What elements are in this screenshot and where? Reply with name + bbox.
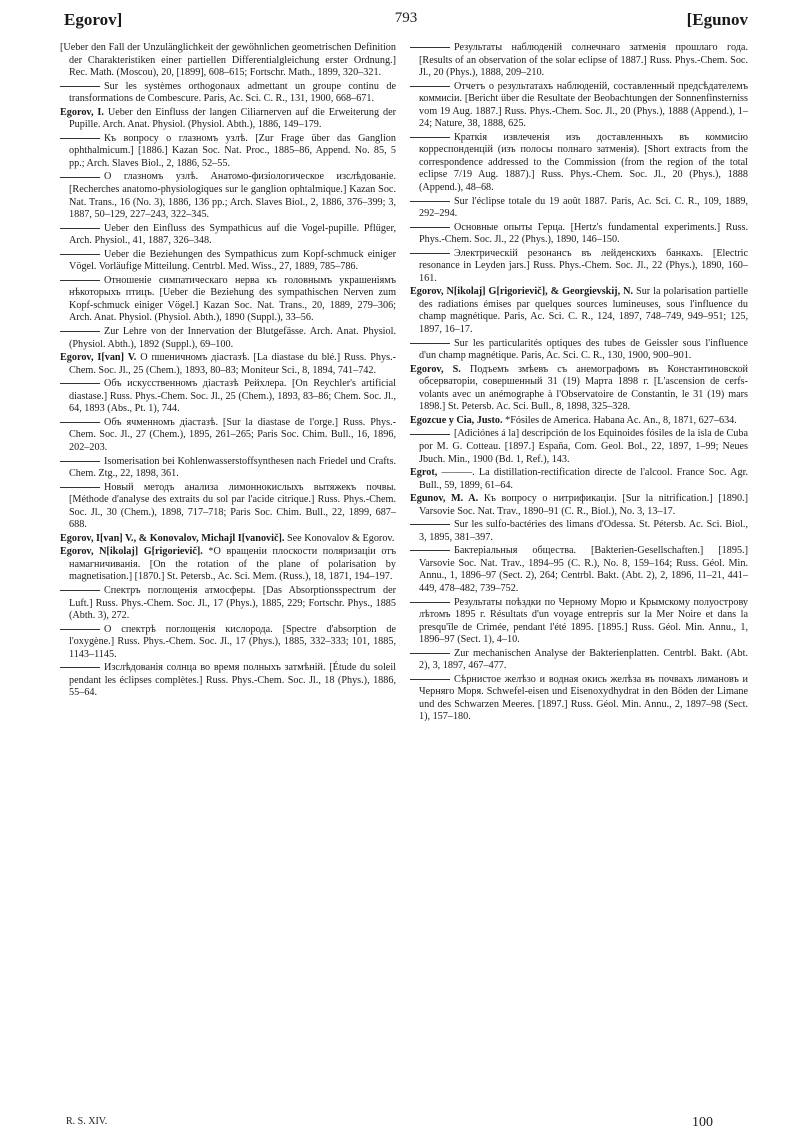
bibliography-entry [410,467,748,492]
bibliography-entry [60,249,396,274]
bibliography-entry [60,378,396,416]
ditto-dash [410,602,450,603]
entry-author: Egrot, [410,467,438,479]
entry-text: Бактеріальныя общества. [Bakterien-Gesellschaften.] [1895.] Varsovie Soc. Nat. Trav., 1894–95 (C. R.), No. 8, 159–164; Russ. Géol. Min. Annu., 1, 1896–97 (Sect. 2), 264; Centrbl. Bakt. (Abt. 2), 2, 1896, 11–21, 441–449, 478–482, 739–752. [419,545,748,594]
ditto-dash [60,331,100,332]
entry-text: Zur Lehre von der Innervation der Blutgefässe. Arch. Anat. Physiol. (Physiol. Abth.), 1892 (Suppl.), 69–100. [69,326,396,350]
bibliography-entry [410,364,748,414]
signature-mark: R. S. XIV. [66,1116,108,1127]
bibliography-entry [410,81,748,131]
bibliography-entry [60,352,396,377]
entry-text: Zur mechanischen Analyse der Bakterienplatten. Centrbl. Bakt. (Abt. 2), 3, 1897, 467–477. [419,647,748,672]
bibliography-entry [410,338,748,363]
bibliography-entry [410,286,748,336]
ditto-dash [410,679,450,680]
bibliography-entry [410,248,748,286]
entry-text: [Adiciónes á la] descripción de los Equinoides fósiles de la isla de Cuba por M. G. Cotteau. [1897.] España, Com. Geol. Bol., 22, 1897, 1–99; Neues Jbuch. Min., 1900 (Bd. 1, Ref.), 143. [419,428,748,465]
ditto-dash [60,667,100,668]
bibliography-entry [60,326,396,351]
bibliography-entry [60,107,396,132]
ditto-dash [60,629,100,630]
bibliography-entry [410,42,748,80]
entry-text: Отчетъ о результатахъ наблюденій, составленный предсѣдателемъ коммисіи. [Bericht über die Resultate der Beobachtungen der Sonnenfinsterniss vom 19 Aug. 1887.] Russ. Phys.-Chem. Soc. Jl., 20 (Phys.), 1888 (Append.), 1–24; Nature, 38, 1888, 625. [419,80,748,130]
entry-text: Электрическій резонансъ въ лейденскихъ банкахъ. [Electric resonance in Leyden jars.] Russ. Phys.-Chem. Soc. Jl., 22 (Phys.), 1890, 160–161. [419,247,748,284]
header-right-running-title: [Egunov [686,10,748,29]
bibliography-entry [60,585,396,623]
entry-text: Sur les particularités optiques des tubes de Geissler sous l'influence d'un champ magnétique. Paris, Ac. Sci. C. R., 130, 1900, 900–901. [419,337,748,362]
bibliography-entry [410,545,748,595]
ditto-dash [410,343,450,344]
ditto-dash [60,177,100,178]
bibliography-entry [410,597,748,647]
ditto-dash [410,227,450,228]
entry-text: Ueber den Einfluss des Sympathicus auf die Vogel-pupille. Pflüger, Arch. Physiol., 41, 1887, 326–348. [69,222,396,247]
ditto-dash [410,524,450,525]
entry-text: Isomerisation bei Kohlenwasserstoffsynthesen nach Friedel und Crafts. Chem. Ztg., 22, 1898, 361. [69,455,396,480]
entry-text: ———. La distillation-rectification directe de l'alcool. France Soc. Agr. Bull., 59, 1899, 61–64. [419,467,748,491]
bibliography-entry [60,546,396,584]
entry-text: Объ искусственномъ діастазѣ Рейхлера. [On Reychler's artificial diastase.] Russ. Phys.-Chem. Soc. Jl., 25 (Chem.), 1893, 83–86; Chem. Soc. Jl., 64, 1893 (Abs., Pt. 1), 744. [69,378,396,415]
header-left-running-title: Egorov] [64,10,123,29]
entry-text: Краткія извлеченія изъ доставленныхъ въ коммисію корреспонденцій (изъ полосы полнаго затменія). [Short extracts from the correspondence addressed to the Commission (from the region of the total eclipse 7/19 Aug. 1887).] Russ. Phys.-Chem. Soc. Jl., 20 (Phys.), 1888 (Append.), 48–68. [419,131,748,194]
bibliography-entry [410,415,748,428]
ditto-dash [410,550,450,551]
entry-author: Egunov, M. A. [410,493,479,505]
bibliography-entry [410,648,748,673]
bibliography-entry [60,482,396,532]
bibliography-entry [60,662,396,700]
ditto-dash [60,254,100,255]
entry-text: Sur les systèmes orthogonaux admettant un groupe continu de transformations de Combescure. Paris, Ac. Sci. C. R., 131, 1900, 668–671. [69,80,396,105]
ditto-dash [60,280,100,281]
entry-text: Ueber die Beziehungen des Sympathicus zum Kopf-schmuck einiger Vögel. Vorläufige Mitteilung. Centrbl. Med. Wiss., 27, 1889, 785–786. [69,248,396,273]
ditto-dash [410,47,450,48]
ditto-dash [60,461,100,462]
entry-text: О пшеничномъ діастазѣ. [La diastase du blé.] Russ. Phys.-Chem. Soc. Jl., 25 (Chem.), 1893, 80–83; Moniteur Sci., 8, 1894, 741–742. [69,352,397,376]
ditto-dash [60,383,100,384]
entry-text: Спектръ поглощенія атмосферы. [Das Absorptionsspectrum der Luft.] Russ. Phys.-Chem. Soc. Jl., 17 (Phys.), 1885, 229; Fortschr. Phys., 1885 (Abth. 3), 272. [69,584,396,622]
entry-text: Къ вопросу о нитрификаціи. [Sur la nitrification.] [1890.] Varsovie Soc. Nat. Trav., 1890–91 (C. R., Biol.), No. 3, 13–17. [419,493,748,517]
entry-text: Сѣрнистое желѣзо и водная окись желѣза въ почвахъ лимановъ и Черняго Моря. Schwefel-eisen und Eisenoxydhydrat in den Böden der Limane und des Schwarzen Meeres. [1897.] Russ. Géol. Min. Annu., 2, 1897–98 (Sect. 1), 157–180. [419,673,748,723]
bibliography-entry [410,428,748,466]
entry-text: Результаты поѣздки по Черному Морю и Крымскому полуострову лѣтомъ 1895 г. Résultats d'un voyage entrepris sur la Mer Noire et dans la presqu'île de Crimée, pendant l'été 1895. [1895.] Russ. Géol. Min. Annu., 1, 1896–97 (Sect. 1), 4–10. [419,596,748,646]
entry-text: Объ ячменномъ діастазѣ. [Sur la diastase de l'orge.] Russ. Phys.-Chem. Soc. Jl., 27 (Chem.), 1895, 261–265; Paris Soc. Chim. Bull., 16, 1896, 202–203. [69,416,396,453]
ditto-dash [410,137,450,138]
ditto-dash [60,487,100,488]
entry-text: See Konovalov & Egorov. [284,532,395,544]
entry-text: [Ueber den Fall der Unzulänglichkeit der gewöhnlichen geometrischen Definition der Charakteristiken einer partiellen Differentialgleichung erster Ordnung.] Rec. Math. (Moscou), 20, [1899], 608–615; Fortschr. Math., 1899, 320–321. [60,42,396,79]
left-column [60,42,396,700]
bibliography-entry [60,275,396,325]
entry-text: Новый методъ анализа лимоннокислыхъ вытяжекъ почвы. [Méthode d'analyse des extraits du sol par l'acide citrique.] Russ. Phys.-Chem. Soc. Jl., 30 (Chem.), 1898, 717–718; Paris Soc. Chim. Bull., 22, 1899, 687–688. [69,481,396,531]
ditto-dash [60,590,100,591]
entry-text: О спектрѣ поглощенія кислорода. [Spectre d'absorption de l'oxygène.] Russ. Phys.-Chem. Soc. Jl., 17 (Phys.), 1885, 332–333; 101, 1885, 1143–1145. [69,623,396,660]
entry-text: Sur l'éclipse totale du 19 août 1887. Paris, Ac. Sci. C. R., 109, 1889, 292–294. [419,195,748,220]
bibliography-entry [60,42,396,80]
entry-author: Egorov, I[van] V., & Konovalov, Michajl I[vanovič]. [60,532,285,544]
ditto-dash [60,422,100,423]
ditto-dash [60,86,100,87]
bibliography-entry [60,417,396,455]
ditto-dash [410,86,450,87]
ditto-dash [410,653,450,654]
bibliography-entry [60,171,396,221]
page-header [64,10,748,36]
entry-text: Результаты наблюденій солнечнаго затменія прошлаго года. [Results of an observation of the solar eclipse of 1887.] Russ. Phys.-Chem. Soc. Jl., 20 (Phys.), 1888, 209–210. [419,42,748,79]
entry-author: Egorov, N[ikolaj] G[rigorievič]. [60,546,203,558]
bibliography-entry [410,674,748,724]
ditto-dash [410,434,450,435]
entry-text: О глазномъ узлѣ. Анатомо-физіологическое изслѣдованіе. [Recherches anatomo-physiologiques sur le ganglion ophtalmique.] Kazan Soc. Nat. Trans., 16 (No. 3), 1886, 136 pp.; Arch. Slaves Biol., 2, 1886, 376–399; 3, 1887, 50–129, 227–243, 322–345. [69,171,396,221]
entry-text: *Fósiles de America. Habana Ac. An., 8, 1871, 627–634. [502,414,737,426]
bibliography-entry [60,624,396,662]
ditto-dash [60,228,100,229]
entry-author: Egorov, I. [60,106,104,118]
entry-author: Egorov, N[ikolaj] G[rigorievič], & Georgievskij, N. [410,286,634,298]
entry-text: Къ вопросу о глазномъ узлѣ. [Zur Frage über das Ganglion ophthalmicum.] [1886.] Kazan Soc. Nat. Proc., 1885–86, Append. No. 85, 5 pp.; Arch. Slaves Biol., 2, 1886, 52–55. [69,132,396,169]
bibliography-entry [410,222,748,247]
page-number: 793 [394,10,418,26]
bibliography-entry [60,133,396,171]
entry-author: Egozcue y Cia, Justo. [410,414,503,426]
right-column [410,42,748,724]
bibliography-entry [60,223,396,248]
entry-author: Egorov, I[van] V. [60,352,137,364]
entry-text: Sur les sulfo-bactéries des limans d'Odessa. St. Pétersb. Ac. Sci. Biol., 3, 1895, 381–397. [419,519,748,543]
entry-author: Egorov, S. [410,363,461,375]
entry-text: Основные опыты Герца. [Hertz's fundamental experiments.] Russ. Phys.-Chem. Soc. Jl., 22 (Phys.), 1890, 146–150. [419,221,748,246]
ditto-dash [410,253,450,254]
entry-text: Sur la polarisation partielle des radiations émises par quelques sources lumineuses, sous l'influence du champ magnétique. Paris, Ac. Sci. C. R., 124, 1897, 748–749, 949–951; 125, 1897, 16–17. [419,286,748,336]
entry-text: Ueber den Einfluss der langen Ciliarnerven auf die Erweiterung der Pupille. Arch. Anat. Physiol. (Physiol. Abth.), 1886, 149–179. [69,106,396,131]
bibliography-entry [60,81,396,106]
bibliography-entry [410,519,748,544]
ditto-dash [410,201,450,202]
entry-text: *О вращеніи плоскости поляризаціи отъ намагничиванія. [On the rotation of the plane of polarisation by magnetisation.] [1870.] St. Petersb., Ac. Sci. Mem. (Russ.), 18, 1871, 194–197. [69,546,397,583]
bibliography-entry [410,132,748,195]
entry-text: Подъемъ змѣевъ съ анемографомъ въ Константиновской обсерваторіи, совершенный 31 (19) Марта 1898 г. [L'ascension de cerfs-volants avec un anémographe à l'Observatoire de Constantin, le 31 (19) mars 1898.] St. Petersb. Ac. Sci. Bull., 8, 1898, 325–328. [419,363,748,413]
entry-text: Изслѣдованія солнца во время полныхъ затмѣній. [Étude du soleil pendant les éclipses complètes.] Russ. Phys.-Chem. Soc. Jl., 18 (Phys.), 1886, 55–64. [69,662,396,699]
entry-text: Отношеніе симпатическаго нерва къ головнымъ украшеніямъ нѣкоторыхъ птицъ. [Ueber die Beziehung des sympathischen Nerven zum Kopf-schmuck einiger Vögel.] Kazan Soc. Nat. Trans., 20, 1889, 279–306; Arch. Anat. Physiol. (Physiol. Abth.), 1890 (Suppl.), 33–56. [69,274,396,324]
bibliography-entry [410,493,748,518]
bibliography-entry [60,456,396,481]
bibliography-entry [410,196,748,221]
ditto-dash [60,138,100,139]
bibliography-entry [60,533,396,546]
sheet-number: 100 [692,1115,713,1130]
